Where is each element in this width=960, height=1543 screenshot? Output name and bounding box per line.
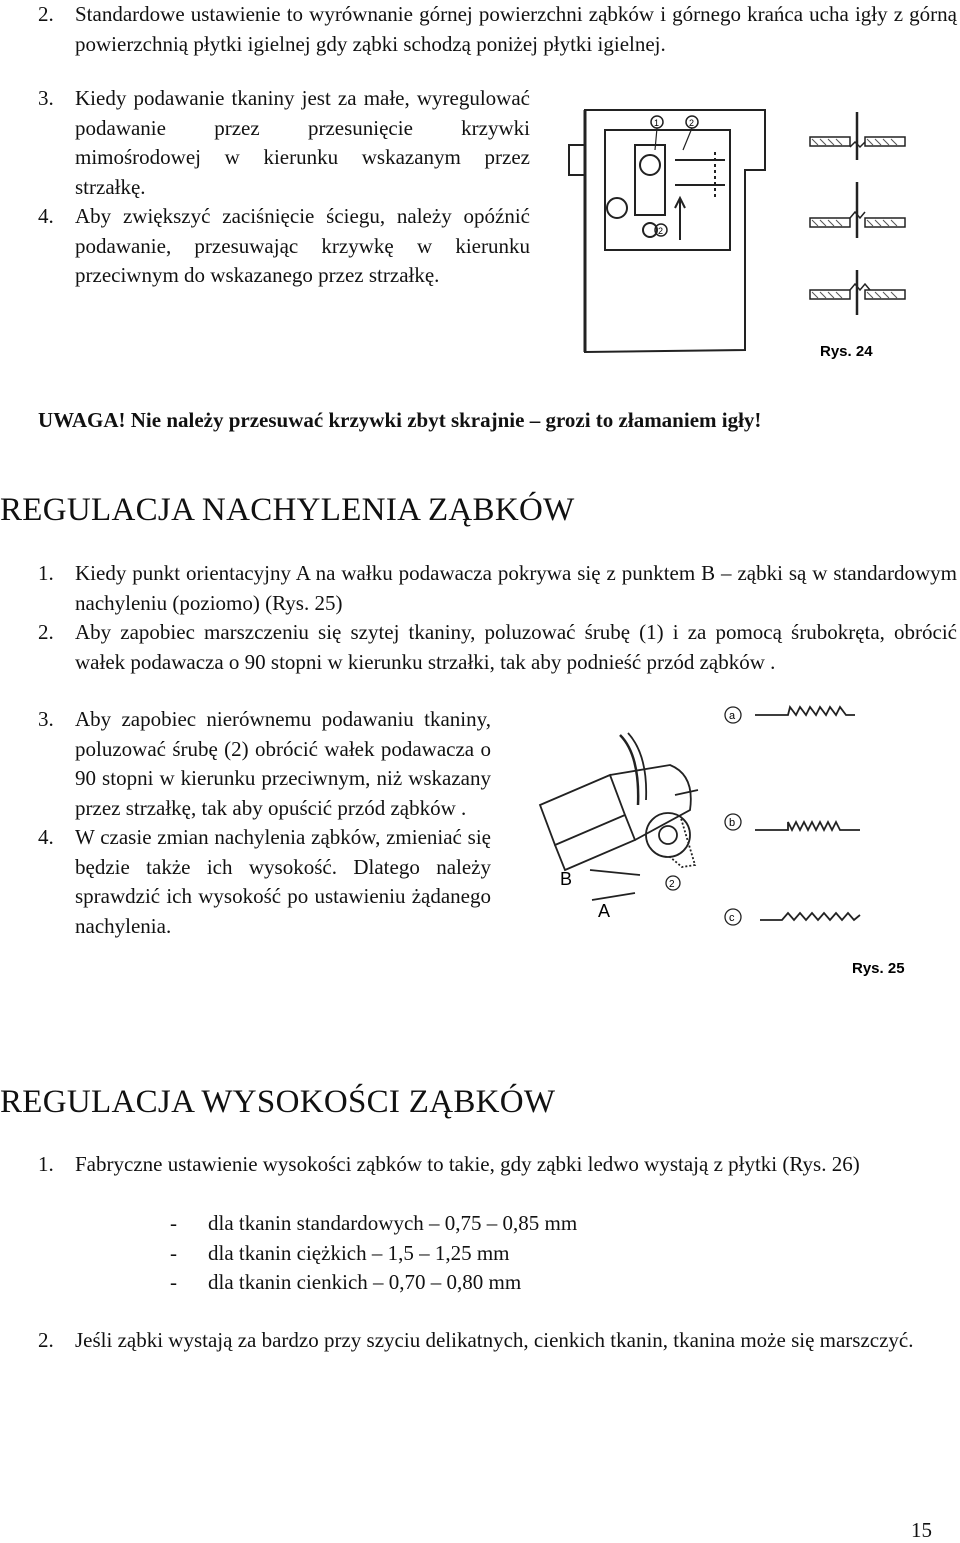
item-text: dla tkanin ciężkich – 1,5 – 1,25 mm [208,1240,510,1265]
item-text: Standardowe ustawienie to wyrównanie górnej powierzchni ząbków i górnego krańca ucha igły z górną powierzchnią płytki igielnej gdy ząbki schodzą poniżej płytki igielnej. [75,2,957,56]
list-item [0,705,491,823]
figure-label: 1 [654,118,660,128]
page-number: 15 [911,1518,932,1542]
item-text: Aby zapobiec nierównemu podawaniu tkaniny, poluzować śrubę (2) obrócić wałek podawacza o 90 stopni w kierunku przeciwnym, niż wskazany przez strzałkę, tak aby opuścić przód ząbków . [75,707,491,820]
figure-caption: Rys. 25 [852,960,905,977]
item-text: Aby zapobiec marszczeniu się szytej tkaniny, poluzować śrubę (1) i za pomocą śrubokręta, obrócić wałek podawacza o 90 stopni w kierunku strzałki, tak aby podnieść przód ząbków . [75,620,957,674]
list-item [0,202,530,291]
feed-shaft-illustration [520,695,940,995]
list-item [170,1239,577,1269]
dash-marker: - [170,1240,177,1265]
figure-label: a [729,710,736,722]
figure-label: 2 [689,118,695,128]
list-item [0,559,957,618]
figure-label: 2 [669,879,675,890]
item-number: 4. [38,825,54,849]
list-item [0,84,530,202]
item-text: Fabryczne ustawienie wysokości ząbków to takie, gdy ząbki ledwo wystają z płytki (Rys. 26) [75,1152,860,1176]
list-item [0,823,491,941]
dash-marker: - [170,1270,177,1294]
figure-rys-25 [520,695,940,995]
list-item [0,618,957,677]
thickness-list [170,1209,577,1298]
list-item [0,0,957,59]
item-text: Kiedy punkt orientacyjny A na wałku podawacza pokrywa się z punktem B – ząbki są w standardowym nachyleniu (poziomo) (Rys. 25) [75,561,957,615]
item-number: 4. [38,204,54,228]
item-number: 3. [38,86,54,110]
list-item [170,1209,577,1239]
item-number: 2. [38,620,54,644]
item-text: dla tkanin standardowych – 0,75 – 0,85 mm [208,1211,578,1235]
item-text: dla tkanin cienkich – 0,70 – 0,80 mm [208,1270,522,1294]
list-item [0,1150,957,1180]
list-item [0,1326,957,1356]
warning-text: UWAGA! Nie należy przesuwać krzywki zbyt skrajnie – grozi to złamaniem igły! [38,408,762,432]
figure-caption: Rys. 24 [820,343,873,360]
section2-list-narrow [0,705,492,941]
item-text: Jeśli ząbki wystają za bardzo przy szyciu delikatnych, cienkich tkanin, tkanina może się marszczyć. [75,1328,914,1352]
section1-list-narrow [0,84,535,291]
figure-label: c [729,912,735,924]
section-heading: REGULACJA NACHYLENIA ZĄBKÓW [0,492,575,528]
section2-list [0,559,960,677]
section1-list [0,0,960,59]
item-text: W czasie zmian nachylenia ząbków, zmieniać się będzie także ich wysokość. Dlatego należy sprawdzić ich wysokość po ustawieniu żądanego nachylenia. [75,825,491,938]
dash-marker: - [170,1211,177,1235]
section-heading: REGULACJA WYSOKOŚCI ZĄBKÓW [0,1084,556,1120]
section3-list-2 [0,1326,960,1356]
figure-label: b [729,817,736,829]
item-number: 3. [38,707,54,731]
item-number: 1. [38,1152,54,1176]
figure-label: 2 [658,226,664,236]
figure-rys-24 [565,90,945,365]
mechanism-illustration [565,90,945,365]
item-text: Kiedy podawanie tkaniny jest za małe, wyregulować podawanie przez przesunięcie krzywki mimośrodowej w kierunku wskazanym przez strzałkę. [75,86,530,199]
figure-label: A [598,901,611,921]
item-number: 1. [38,561,54,585]
figure-label: B [560,869,573,889]
section3-list [0,1150,960,1180]
item-number: 2. [38,2,54,26]
item-number: 2. [38,1328,54,1352]
list-item [170,1268,577,1298]
item-text: Aby zwiększyć zaciśnięcie ściegu, należy opóźnić podawanie, przesuwając krzywkę w kierunku przeciwnym do wskazanego przez strzałkę. [75,204,530,287]
